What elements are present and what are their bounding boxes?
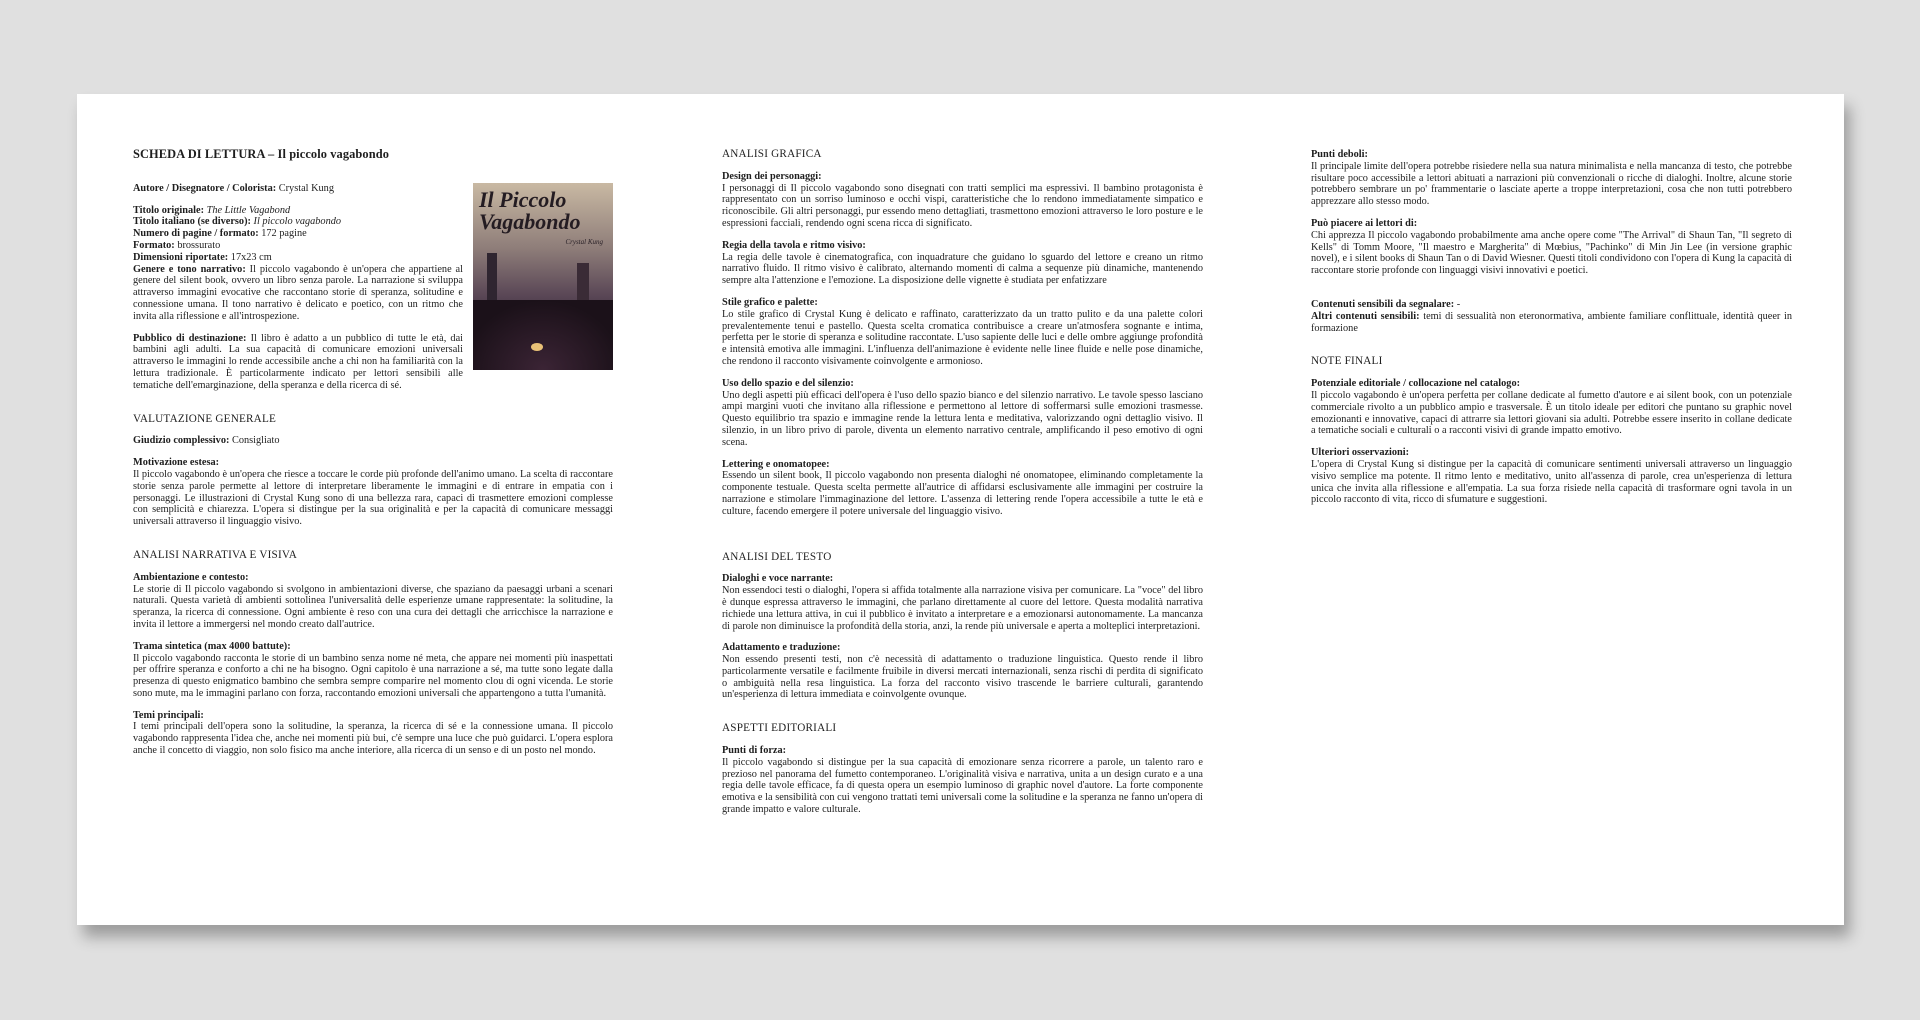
deboli-label: Punti deboli: xyxy=(1311,149,1368,160)
regia-text: La regia delle tavole è cinematografica, con inquadrature che guidano lo sguardo del lettore e creano un ritmo narrativo fluido. Il ritmo visivo è calibrato, alternando momenti di calma a sequenze più dinamiche, mantenendo sempre alta l'attenzione e l'emozione. La disposizione delle vignette è studiata per enfatizzare xyxy=(722,251,1203,287)
altri-sensibili-line: Altri contenuti sensibili: temi di sessualità non eteronormativa, ambiente familiare conflittuale, identità queer in formazione xyxy=(1311,310,1792,334)
pages-line: Numero di pagine / formato: 172 pagine xyxy=(133,228,307,240)
dialoghi-label: Dialoghi e voce narrante: xyxy=(722,573,834,585)
spazio-label: Uso dello spazio e del silenzio: xyxy=(722,377,854,389)
section-title-note: NOTE FINALI xyxy=(1311,355,1383,368)
ambientazione-text: Le storie di Il piccolo vagabondo si svolgono in ambientazioni diverse, che spaziano da paesaggi urbani a scenari naturali. Questa varietà di ambienti sottolinea l'universalità delle esperienze umane rappresentate: la solitudine, la speranza, la ricerca di connessione. Ogni ambiente è reso con una cura dei dettagli che arricchisce la narrazione e invita il lettore a immergersi nel mondo creato dall'autrice. xyxy=(133,583,613,630)
section-title-testo: ANALISI DEL TESTO xyxy=(722,550,832,563)
piacere-text: Chi apprezza Il piccolo vagabondo probabilmente ama anche opere come "The Arrival" di Shaun Tan, "Il segreto di Kells" di Tomm Moore, "Il maestro e Margherita" di Mœbius, "Pachinko" di Min Jin Lee (in versione graphic novel), e i silent books di Shaun Tan o di David Wiesner. Questi titoli condividono con l'opera di Kung la capacità di raccontare storie profonde con linguaggi visivi innovativi e poetici. xyxy=(1311,229,1792,277)
cover-author: Crystal Kung xyxy=(565,237,603,246)
column-1 xyxy=(133,149,613,767)
design-text: I personaggi di Il piccolo vagabondo sono disegnati con tratti semplici ma espressivi. Il bambino protagonista è rappresentato con un sorriso luminoso e occhi vispi, caratteristiche che lo rendono immediatamente simpatico e riconoscibile. Gli altri personaggi, pur essendo meno dettagliati, trasmettono emozioni attraverso le loro posture e le espressioni facciali, rendendo ogni scena ricca di significato. xyxy=(722,182,1203,229)
sensibili-line: Contenuti sensibili da segnalare: - xyxy=(1311,298,1461,310)
design-label: Design dei personaggi: xyxy=(722,170,822,182)
section-title-grafica: ANALISI GRAFICA xyxy=(722,148,822,160)
audience-paragraph: Pubblico di destinazione: Il libro è adatto a un pubblico di tutte le età, dai bambini agli adulti. La sua capacità di comunicare emozioni universali attraverso le immagini lo rende accessibile anche a chi non ha familiarità con la lettura tradizionale. È particolarmente indicato per lettori sensibili alle tematiche dell'emarginazione, della speranza e della ricerca di sé. xyxy=(133,332,464,391)
section-title-narrativa: ANALISI NARRATIVA E VISIVA xyxy=(133,548,298,561)
ulteriori-label: Ulteriori osservazioni: xyxy=(1311,447,1410,459)
dialoghi-text: Non essendoci testi o dialoghi, l'opera si affida totalmente alla narrazione visiva per comunicare. La "voce" del libro è dunque espressa attraverso le immagini, che parlano direttamente al cuore del lettore. Questa modalità narrativa richiede una lettura attiva, in cui il pubblico è invitato a interpretare e a emozionarsi autonomamente. La mancanza di parole non diminuisce la profondità della storia, anzi, la rende più universale e aperta a molteplici interpretazioni. xyxy=(722,585,1203,632)
motivazione-label: Motivazione estesa: xyxy=(133,457,220,469)
adattamento-text: Non essendo presenti testi, non c'è necessità di adattamento o traduzione linguistica. Questo rende il libro particolarmente versatile e facilmente fruibile in diversi mercati internazionali, senza rischi di perdita di significato o ambiguità nella resa linguistica. La forza del racconto visivo trascende le barriere culturali, garantendo un'esperienza di lettura immediata e coinvolgente ovunque. xyxy=(722,654,1203,701)
regia-label: Regia della tavola e ritmo visivo: xyxy=(722,239,866,251)
trama-label: Trama sintetica (max 4000 battute): xyxy=(133,640,291,652)
author-line: Autore / Disegnatore / Colorista: Crystal Kung xyxy=(133,182,334,194)
ambientazione-label: Ambientazione e contesto: xyxy=(133,571,249,583)
genre-paragraph: Genere e tono narrativo: Il piccolo vagabondo è un'opera che appartiene al genere del silent book, ovvero un libro senza parole. La narrazione si sviluppa attraverso immagini evocative che raccontano storie di speranza, solitudine e connessione umana. Il tono narrativo è delicato e poetico, con un ritmo che invita alla riflessione e all'introspezione. xyxy=(133,263,463,322)
spazio-text: Uno degli aspetti più efficaci dell'opera è l'uso dello spazio bianco e del silenzio narrativo. Le tavole spesso lasciano ampi margini vuoti che invitano alla riflessione e permettono al lettore di soffermarsi sulle emozioni trasmesse. Questo equilibrio tra spazio e immagine rende la lettura lenta e meditativa, valorizzando ogni dettaglio visivo. Il silenzio, in un libro privo di parole, diventa un elemento narrativo centrale, amplificando il peso emotivo di ogni scena. xyxy=(722,389,1203,448)
piacere-label: Può piacere ai lettori di: xyxy=(1311,217,1418,229)
adattamento-label: Adattamento e traduzione: xyxy=(722,642,841,654)
deboli-text: Il principale limite dell'opera potrebbe risiedere nella sua natura minimalista e nella mancanza di testo, che potrebbe risultare poco accessibile a lettori abituati a narrazioni più convenzionali o ricche di dialoghi. Inoltre, alcune storie potrebbero sembrare un po' frammentarie o lasciate aperte a troppe interpretazioni, cosa che non tutti potrebbero apprezzare allo stesso modo. xyxy=(1311,160,1792,208)
lettering-label: Lettering e onomatopee: xyxy=(722,458,830,470)
temi-label: Temi principali: xyxy=(133,709,204,721)
potenziale-label: Potenziale editoriale / collocazione nel catalogo: xyxy=(1311,378,1521,390)
potenziale-text: Il piccolo vagabondo è un'opera perfetta per collane dedicate al fumetto d'autore e ai silent book, con un potenziale commerciale rivolto a un pubblico ampio e trasversale. È un titolo ideale per editori che puntano su graphic novel emozionanti e innovative, capaci di attrarre sia lettori giovani sia adulti. Potrebbe essere inserito in collane dedicate a tematiche sociali e culturali o a racconti visivi di grande impatto emotivo. xyxy=(1311,389,1792,437)
format-line: Formato: brossurato xyxy=(133,239,221,251)
it-title-line: Titolo italiano (se diverso): Il piccolo vagabondo xyxy=(133,216,342,228)
cover-title: Il Piccolo Vagabondo xyxy=(479,186,581,234)
section-title-editoriali: ASPETTI EDITORIALI xyxy=(722,722,837,735)
orig-title-line: Titolo originale: The Little Vagabond xyxy=(133,204,291,216)
book-cover-image xyxy=(473,183,613,370)
ulteriori-text: L'opera di Crystal Kung si distingue per la capacità di comunicare sentimenti universali attraverso un linguaggio visivo semplice ma potente. Il ritmo lento e meditativo, unito all'assenza di parole, crea un'esperienza di lettura unica che invita alla riflessione e all'empatia. La sua forza risiede nella capacità di trasformare ogni tavola in un piccolo racconto di vita, ricco di sfumature e suggestioni. xyxy=(1311,458,1792,506)
trama-text: Il piccolo vagabondo racconta le storie di un bambino senza nome né meta, che appare nei momenti più inaspettati per offrire speranza e conforto a chi ne ha bisogno. Ogni capitolo è una narrazione a sé, ma tutte sono legate dalla presenza di questo enigmatico bambino che sembra sempre comparire nel momento clou di ogni vicenda. Le storie sono mute, ma le immagini parlano con forza, raccontando emozioni universali che appartengono a tutta l'umanità. xyxy=(133,652,613,699)
giudizio-line: Giudizio complessivo: Consigliato xyxy=(133,435,280,447)
column-3 xyxy=(1311,149,1792,516)
page-title: SCHEDA DI LETTURA – Il piccolo vagabondo xyxy=(133,147,389,161)
lettering-text: Essendo un silent book, Il piccolo vagabondo non presenta dialoghi né onomatopee, eliminando completamente la componente testuale. Questa scelta permette all'autrice di affidarsi esclusivamente alle immagini per costruire la narrazione e stimolare l'immaginazione del lettore. L'assenza di lettering rende l'opera accessibile a tutte le età e culture, facendo emergere il potere universale del linguaggio visivo. xyxy=(722,470,1203,517)
dims-line: Dimensioni riportate: 17x23 cm xyxy=(133,251,272,263)
forza-text: Il piccolo vagabondo si distingue per la sua capacità di emozionare senza ricorrere a parole, un talento raro e prezioso nel panorama del fumetto contemporaneo. L'originalità visiva e narrativa, unita a un design curato e a una regia delle tavole efficace, fa di questa opera un esempio luminoso di graphic novel d'autore. La forte componente emotiva e la sensibilità con cui vengono trattati temi universali come la solitudine e la speranza ne fanno un'opera di grande impatto e valore culturale. xyxy=(722,756,1203,816)
forza-label: Punti di forza: xyxy=(722,745,787,757)
stile-label: Stile grafico e palette: xyxy=(722,296,818,308)
document-sheet xyxy=(77,94,1844,925)
section-title-valutazione: VALUTAZIONE GENERALE xyxy=(133,412,277,425)
stile-text: Lo stile grafico di Crystal Kung è delicato e raffinato, caratterizzato da un tratto pulito e da una palette colori prevalentemente tenui e pastello. Questa scelta cromatica contribuisce a creare un'atmosfera sognante e intima, perfetta per le storie di speranza e solitudine raccontate. L'uso sapiente delle luci e delle ombre aggiunge profondità e intensità emotiva alle immagini. L'influenza dell'animazione è evidente nelle linee fluide e nelle pose dinamiche, che rendono il racconto visivamente coinvolgente e armonioso. xyxy=(722,308,1203,367)
motivazione-text: Il piccolo vagabondo è un'opera che riesce a toccare le corde più profonde dell'animo umano. La scelta di raccontare storie senza parole permette al lettore di interpretare liberamente le immagini e di entrare in empatia con i personaggi. Le illustrazioni di Crystal Kung sono di una bellezza rara, capaci di trasmettere emozioni complesse con semplicità e chiarezza. L'opera si distingue per la sua originalità e per la capacità di comunicare messaggi universali attraverso il linguaggio visivo. xyxy=(133,468,613,528)
temi-text: I temi principali dell'opera sono la solitudine, la speranza, la ricerca di sé e la connessione umana. Il piccolo vagabondo rappresenta l'idea che, anche nei momenti più bui, c'è sempre una luce che può guidarci. L'opera esplora anche il concetto di viaggio, non solo fisico ma anche interiore, alla ricerca di un senso e di un posto nel mondo. xyxy=(133,721,613,757)
column-2 xyxy=(722,149,1203,826)
